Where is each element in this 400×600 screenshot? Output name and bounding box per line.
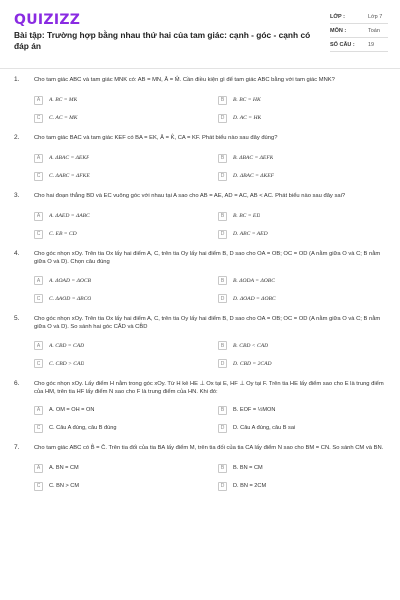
option-text: D. CB̂D = 2CÂD (233, 360, 272, 367)
worksheet-title: Bài tập: Trường hợp bằng nhau thứ hai của tam giác: cạnh - góc - cạnh có đáp án (14, 30, 311, 51)
option-text: B. CB̂D < CÂD (233, 342, 269, 349)
meta-row-count (330, 38, 388, 52)
option-c[interactable] (34, 112, 204, 124)
question-number: 7. (14, 444, 20, 452)
answer-options (34, 94, 388, 124)
question-4 (0, 250, 400, 305)
option-d[interactable] (218, 112, 388, 124)
question-text: Cho tam giác ABC và tam giác MNK có: AB = MN, Â = M̂. Cần điều kiện gì để tam giác ABC bằng với tam giác MNK? (34, 77, 335, 83)
option-letter-box: A (34, 341, 43, 350)
option-d[interactable] (218, 358, 388, 370)
option-text: A. ΔBAC = ΔEKF (49, 155, 90, 161)
option-text: A. CB̂D = CÂD (49, 342, 85, 349)
worksheet-header (0, 0, 400, 62)
option-b[interactable] (218, 275, 388, 287)
meta-label: MÔN : (330, 27, 347, 34)
option-a[interactable] (34, 152, 204, 164)
option-letter-box: C (34, 114, 43, 123)
option-a[interactable] (34, 404, 204, 416)
option-c[interactable] (34, 228, 204, 240)
option-text: D. AC = HK (233, 115, 262, 121)
option-text: D. AB̂C = AÊD (233, 231, 268, 237)
option-letter-box: D (218, 424, 227, 433)
option-text: B. BC = HK (233, 97, 261, 103)
question-number: 5. (14, 314, 20, 322)
option-text: C. ΔABC = ΔFKE (49, 173, 90, 179)
option-d[interactable] (218, 480, 388, 492)
answer-options (34, 275, 388, 305)
option-letter-box: D (218, 482, 227, 491)
option-letter-box: A (34, 96, 43, 105)
option-letter-box: B (218, 96, 227, 105)
option-letter-box: A (34, 154, 43, 163)
option-letter-box: D (218, 230, 227, 239)
question-6 (0, 380, 400, 435)
option-letter-box: B (218, 154, 227, 163)
option-b[interactable] (218, 210, 388, 222)
option-text: A. OM = OH = ON (49, 407, 95, 414)
meta-label: LỚP : (330, 13, 345, 20)
option-text: D. ΔOAD = ΔOBC (233, 295, 276, 302)
option-letter-box: B (218, 341, 227, 350)
option-c[interactable] (34, 358, 204, 370)
option-letter-box: B (218, 212, 227, 221)
option-letter-box: C (34, 482, 43, 491)
answer-options (34, 462, 388, 492)
option-letter-box: C (34, 172, 43, 181)
option-b[interactable] (218, 340, 388, 352)
option-letter-box: D (218, 294, 227, 303)
meta-label: SỐ CÂU : (330, 41, 355, 48)
question-1 (0, 76, 400, 124)
question-list (0, 76, 400, 502)
worksheet-meta (330, 10, 388, 52)
option-d[interactable] (218, 228, 388, 240)
option-letter-box: B (218, 464, 227, 473)
answer-options (34, 152, 388, 182)
option-text: A. ΔOAD = ΔOCB (49, 277, 92, 284)
option-text: C. Câu A đúng, câu B đúng (49, 425, 117, 432)
option-d[interactable] (218, 170, 388, 182)
question-text: Cho góc nhọn xOy. Trên tia Ox lấy hai điểm A, C, trên tia Oy lấy hai điểm B, D sao cho OA = OB; OC = OD (A nằm giữa O và C; B nằm giữa O và D). So sánh hai góc CÂD và CB̂D (34, 315, 381, 331)
option-letter-box: D (218, 114, 227, 123)
option-letter-box: C (34, 230, 43, 239)
option-text: D. ΔBAC = ΔKEF (233, 173, 275, 179)
question-number: 4. (14, 250, 20, 257)
option-text: B. BN = CM (233, 465, 263, 472)
question-7 (0, 444, 400, 492)
question-text: Cho góc nhọn xOy. Lấy điểm H nằm trong góc xOy. Từ H kẻ HE ⊥ Ox tại E, HF ⊥ Oy tại F. Trên tia HE lấy điểm sao cho E là trung điểm của HM, trên tia HF lấy điểm N sao cho F là trung điểm của HN. Khi đó: (34, 380, 384, 395)
option-a[interactable] (34, 94, 204, 106)
option-b[interactable] (218, 94, 388, 106)
option-letter-box: B (218, 406, 227, 415)
option-c[interactable] (34, 170, 204, 182)
header-divider (0, 68, 400, 69)
question-2 (0, 134, 400, 182)
option-letter-box: C (34, 424, 43, 433)
answer-options (34, 210, 388, 240)
option-text: D. Câu A đúng, câu B sai (233, 425, 296, 432)
option-letter-box: C (34, 294, 43, 303)
option-text: A. BN = CM (49, 465, 79, 472)
option-text: B. EÔF = ½MÔN (233, 407, 276, 414)
option-d[interactable] (218, 293, 388, 305)
option-letter-box: D (218, 359, 227, 368)
question-5 (0, 315, 400, 370)
question-text: Cho tam giác BAC và tam giác KEF có BA = EK, Â = K̂, CA = KF. Phát biểu nào sau đây đúng? (34, 135, 278, 141)
option-letter-box: A (34, 406, 43, 415)
question-text: Cho tam giác ABC có B̂ = Ĉ. Trên tia đối của tia BA lấy điểm M, trên tia đối của tia CA lấy điểm N sao cho BM = CN. So sánh CM và BN. (34, 445, 384, 452)
option-letter-box: A (34, 464, 43, 473)
option-text: C. EB = CD (49, 231, 77, 237)
option-a[interactable] (34, 340, 204, 352)
option-b[interactable] (218, 404, 388, 416)
option-a[interactable] (34, 275, 204, 287)
option-text: C. ΔAOD = ΔBCO (49, 295, 92, 302)
question-3 (0, 192, 400, 240)
option-b[interactable] (218, 462, 388, 474)
option-text: C. CB̂D > CÂD (49, 360, 85, 367)
meta-row-class (330, 10, 388, 24)
option-letter-box: A (34, 276, 43, 285)
option-c[interactable] (34, 422, 204, 434)
option-d[interactable] (218, 422, 388, 434)
option-text: C. BN > CM (49, 483, 79, 490)
option-text: B. ΔBAC = ΔEFK (233, 155, 274, 161)
option-letter-box: C (34, 359, 43, 368)
question-number: 3. (14, 192, 20, 199)
answer-options (34, 404, 388, 434)
option-text: C. AC = MK (49, 115, 78, 121)
option-c[interactable] (34, 293, 204, 305)
option-text: A. ΔAED = ΔABC (49, 213, 90, 219)
answer-options (34, 340, 388, 370)
option-a[interactable] (34, 462, 204, 474)
meta-value: 19 (368, 41, 375, 48)
option-c[interactable] (34, 480, 204, 492)
question-text: Cho góc nhọn xOy. Trên tia Ox lấy hai điểm A, C, trên tia Oy lấy hai điểm B, D sao cho OA = OB; OC = OD (A nằm giữa O và C; B nằm giữa O và D). Chọn câu đúng (34, 251, 381, 266)
option-letter-box: B (218, 276, 227, 285)
meta-value: Toán (368, 27, 380, 34)
option-letter-box: D (218, 172, 227, 181)
quizizz-logo: QUIZIZZ (14, 12, 81, 28)
option-text: D. BN = 2CM (233, 483, 267, 490)
option-b[interactable] (218, 152, 388, 164)
question-text: Cho hai đoạn thẳng BD và EC vuông góc với nhau tại A sao cho AB = AE, AD = AC, AB < AC. Phát biểu nào sau đây sai? (34, 193, 346, 199)
question-number: 2. (14, 134, 20, 141)
option-text: A. BC = MK (49, 97, 78, 103)
question-number: 6. (14, 379, 20, 387)
option-a[interactable] (34, 210, 204, 222)
option-text: B. ΔODA = ΔOBC (233, 277, 275, 284)
question-number: 1. (14, 76, 20, 83)
meta-row-subject (330, 24, 388, 38)
option-letter-box: A (34, 212, 43, 221)
meta-value: Lớp 7 (368, 13, 383, 20)
option-text: B. BC = ED (233, 213, 261, 219)
